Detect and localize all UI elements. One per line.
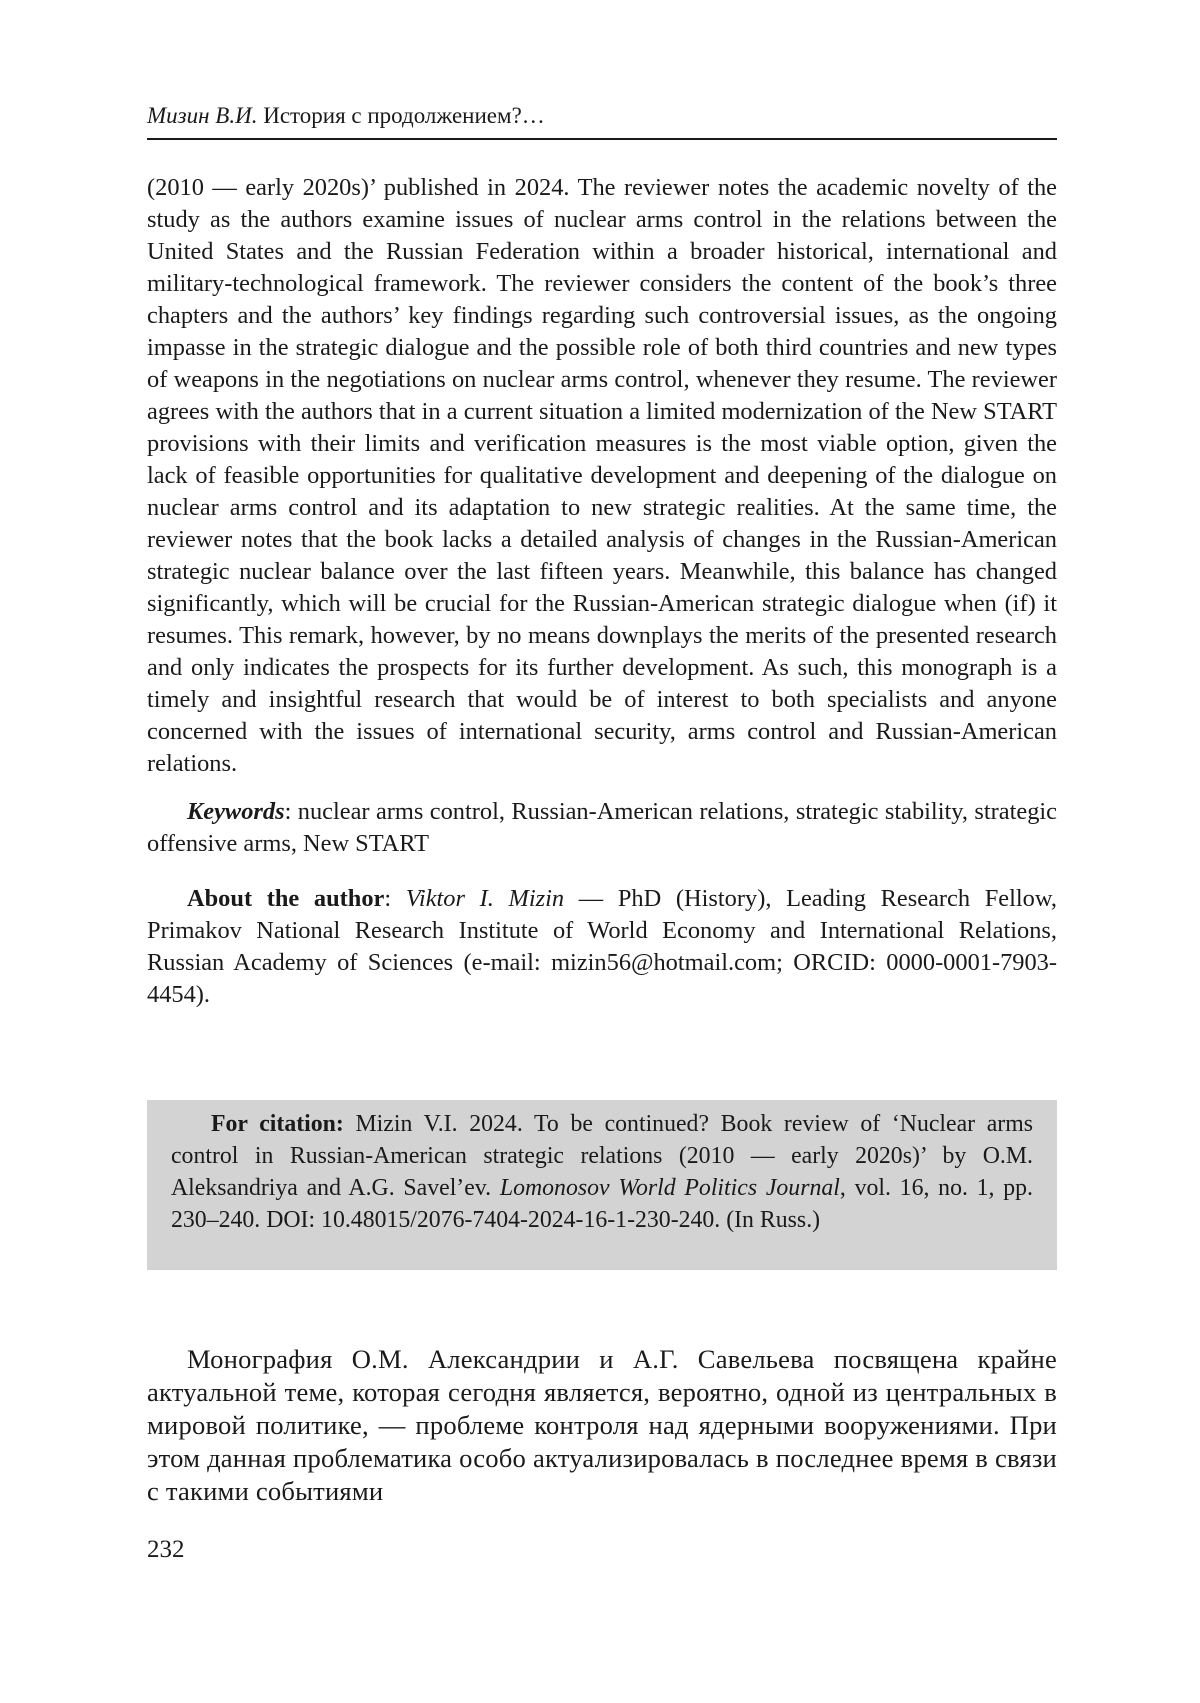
about-author-label: About the author <box>187 885 385 912</box>
citation-label: For citation: <box>211 1111 344 1137</box>
abstract-section <box>147 172 1057 1011</box>
page-number: 232 <box>147 1536 185 1563</box>
about-author-separator: : <box>384 885 406 912</box>
header-author: Мизин В.И. <box>147 103 258 128</box>
citation-journal: Lomonosov World Politics Journal <box>499 1175 840 1201</box>
running-header <box>147 101 1057 140</box>
about-author-text: — PhD (History), Leading Research Fellow, Primakov National Research Institute of World Economy and International Relations, Russian Academy of Sciences (e-mail: mizin56@hotmail.com; ORCID: 0000-0001-7903-4454). <box>147 885 1057 1008</box>
citation-text-after: , vol. 16, no. 1, pp. 230–240. DOI: 10.48015/2076-7404-2024-16-1-230-240. (In Russ.) <box>171 1175 1034 1233</box>
body-text <box>147 1343 1057 1508</box>
citation-paragraph <box>171 1108 1033 1236</box>
citation-box <box>147 1100 1057 1270</box>
keywords-paragraph <box>147 796 1057 860</box>
author-name: Viktor I. Mizin <box>405 885 565 912</box>
header-title: История с продолжением?… <box>263 103 545 128</box>
keywords-text: : nuclear arms control, Russian-American relations, strategic stability, strategic offensive arms, New START <box>147 798 1057 857</box>
body-paragraph: Монография О.М. Александрии и А.Г. Савельева посвящена крайне актуальной теме, которая сегодня является, вероятно, одной из центральных в мировой политике, — проблеме контроля над ядерными вооружениями. При этом данная проблематика особо актуализировалась в последнее время в связи с такими событиями <box>147 1344 1057 1506</box>
abstract-text: (2010 — early 2020s)’ published in 2024. The reviewer notes the academic novelty of the study as the authors examine issues of nuclear arms control in the relations between the United States and the Russian Federation within a broader historical, international and military-technological framework. The reviewer considers the content of the book’s three chapters and the authors’ key findings regarding such controversial issues, as the ongoing impasse in the strategic dialogue and the possible role of both third countries and new types of weapons in the negotiations on nuclear arms control, whenever they resume. The reviewer agrees with the authors that in a current situation a limited modernization of the New START provisions with their limits and verification measures is the most viable option, given the lack of feasible opportunities for qualitative development and deepening of the dialogue on nuclear arms control and its adaptation to new strategic realities. At the same time, the reviewer notes that the book lacks a detailed analysis of changes in the Russian-American strategic nuclear balance over the last fifteen years. Meanwhile, this balance has changed significantly, which will be crucial for the Russian-American strategic dialogue when (if) it resumes. This remark, however, by no means downplays the merits of the presented research and only indicates the prospects for its further development. As such, this monograph is a timely and insightful research that would be of interest to both specialists and anyone concerned with the issues of international security, arms control and Russian-American relations. <box>147 174 1057 777</box>
about-author-paragraph <box>147 883 1057 1011</box>
citation-text-before: Mizin V.I. 2024. To be continued? Book review of ‘Nuclear arms control in Russian-American strategic relations (2010 — early 2020s)’ by O.M. Aleksandriya and A.G. Savel’ev. <box>171 1111 1034 1201</box>
keywords-label: Keywords <box>187 798 285 825</box>
